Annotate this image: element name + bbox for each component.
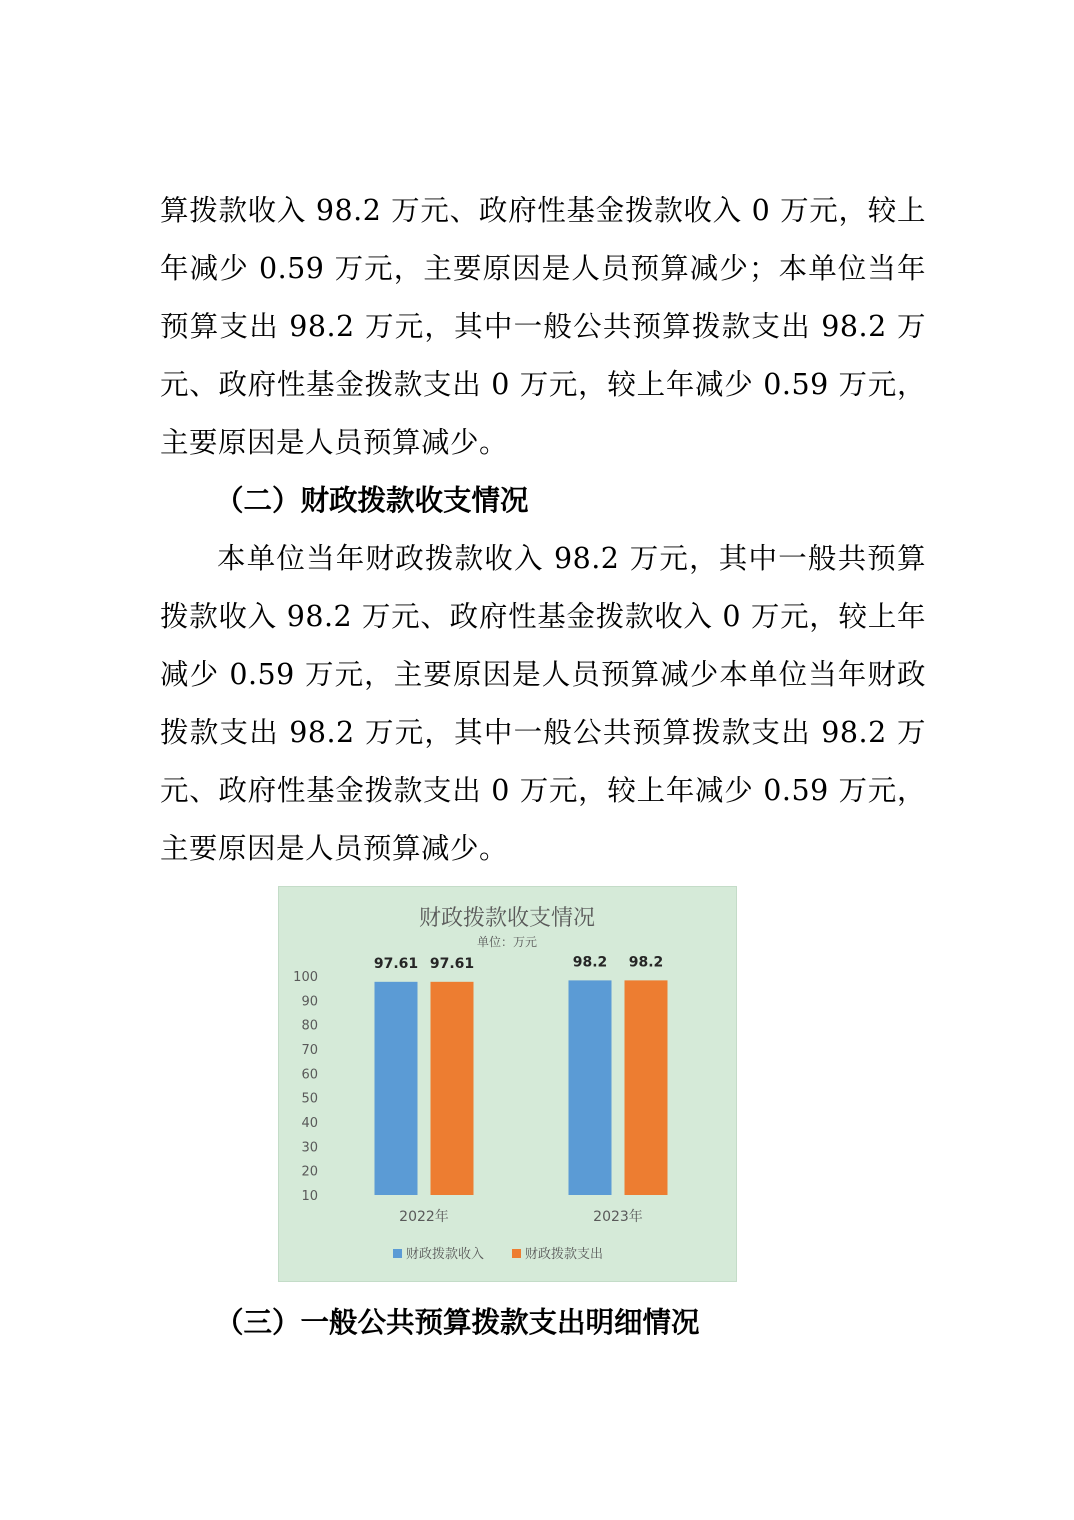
bar-value-labels: [374, 954, 663, 971]
bar-2022年-财政拨款收入: [375, 982, 418, 1195]
y-axis-ticks: [293, 970, 318, 1204]
legend-label: 财政拨款收入: [406, 1247, 485, 1262]
data-label: 98.2: [572, 954, 608, 971]
y-tick-label: 100: [293, 970, 318, 985]
bar-2023年-财政拨款收入: [569, 980, 612, 1195]
y-tick-label: 80: [301, 1018, 318, 1034]
bar-series: [375, 980, 668, 1195]
y-tick-label: 50: [301, 1091, 318, 1107]
chart-subtitle: 单位：万元: [476, 935, 538, 949]
data-label: 97.61: [373, 955, 419, 972]
x-tick-label: 2023年: [593, 1209, 643, 1225]
x-axis-labels: [399, 1208, 643, 1225]
x-tick-label: 2022年: [399, 1209, 449, 1225]
y-tick-label: 60: [301, 1067, 318, 1083]
fiscal-funds-bar-chart: [278, 886, 737, 1282]
chart-legend: [393, 1246, 603, 1262]
y-tick-label: 90: [301, 994, 318, 1010]
bar-2023年-财政拨款支出: [625, 980, 668, 1195]
y-tick-label: 10: [301, 1189, 318, 1204]
legend-swatch: [393, 1249, 402, 1258]
y-tick-label: 70: [301, 1043, 318, 1058]
y-tick-label: 20: [301, 1164, 318, 1180]
y-tick-label: 30: [301, 1140, 318, 1156]
data-label: 98.2: [628, 954, 664, 971]
paragraph-budget-summary: 算拨款收入 98.2 万元、政府性基金拨款收入 0 万元，较上年减少 0.59 万元，主要原因是人员预算减少；本单位当年预算支出 98.2 万元，其中一般公共预算拨款支出 98.2 万元、政府性基金拨款支出 0 万元，较上年减少 0.59 万元，主要原因是人员预算减少。: [160, 194, 926, 459]
y-tick-label: 40: [301, 1116, 318, 1131]
data-label: 97.61: [429, 955, 475, 972]
paragraph-fiscal-funds: 本单位当年财政拨款收入 98.2 万元，其中一般共预算拨款收入 98.2 万元、政府性基金拨款收入 0 万元，较上年减少 0.59 万元，主要原因是人员预算减少本单位当年财政拨款支出 98.2 万元，其中一般公共预算拨款支出 98.2 万元、政府性基金拨款支出 0 万元，较上年减少 0.59 万元，主要原因是人员预算减少。: [160, 542, 926, 865]
legend-swatch: [512, 1249, 521, 1258]
chart-title: 财政拨款收支情况: [418, 906, 596, 931]
legend-label: 财政拨款支出: [525, 1247, 604, 1262]
section-heading-fiscal-funds: （二）财政拨款收支情况: [215, 483, 529, 517]
section-heading-general-budget-detail: （三）一般公共预算拨款支出明细情况: [215, 1305, 700, 1339]
bar-2022年-财政拨款支出: [431, 982, 474, 1195]
